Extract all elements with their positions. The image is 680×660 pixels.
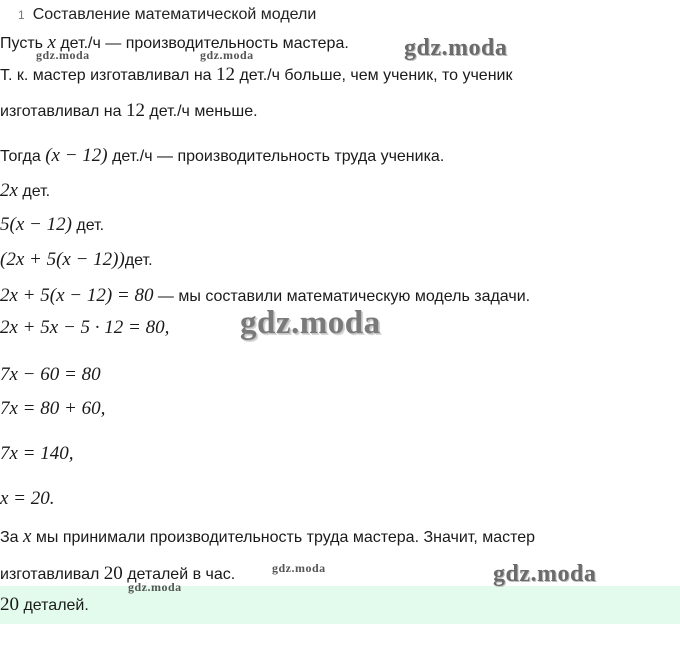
line-text: дет./ч меньше. xyxy=(144,103,258,120)
section-title: Составление математической модели xyxy=(32,6,317,23)
watermark: gdz.moda xyxy=(272,561,326,575)
answer-box xyxy=(0,586,680,624)
solution-line xyxy=(0,317,169,339)
line-text: изготавливал xyxy=(0,566,104,583)
math-expression: 20 xyxy=(0,594,19,615)
line-text: дет. xyxy=(17,183,51,200)
math-expression: 12 xyxy=(125,100,145,121)
section-number: 1 xyxy=(18,8,25,22)
math-expression: 5(x − 12) xyxy=(0,214,72,235)
watermark: gdz.moda xyxy=(200,48,254,62)
math-expression: 7x = 140, xyxy=(0,443,74,464)
solution-line xyxy=(0,100,258,122)
math-expression: 2x + 5(x − 12) = 80 xyxy=(0,285,154,306)
math-expression: 12 xyxy=(216,64,236,85)
line-text: дет./ч — производительность труда ученика. xyxy=(107,148,445,165)
watermark: gdz.moda xyxy=(493,561,597,587)
solution-line xyxy=(0,443,74,465)
math-expression: 2x xyxy=(0,180,18,201)
line-text: изготавливал на xyxy=(0,103,126,120)
solution-line xyxy=(0,563,235,585)
answer-line xyxy=(0,594,89,616)
solution-line xyxy=(0,214,104,236)
math-expression: 7x = 80 + 60, xyxy=(0,398,106,419)
line-text: дет./ч больше, чем ученик, то ученик xyxy=(235,67,513,84)
solution-line xyxy=(0,488,55,510)
math-expression: x xyxy=(23,526,32,547)
math-expression: x xyxy=(47,32,56,53)
solution-line xyxy=(0,145,444,167)
math-expression: 2x + 5x − 5 · 12 = 80, xyxy=(0,317,170,338)
math-expression: (x − 12) xyxy=(45,145,108,166)
math-expression: (2x + 5(x − 12)) xyxy=(0,249,125,270)
solution-line xyxy=(0,249,153,271)
line-text: дет. xyxy=(71,217,105,234)
watermark: gdz.moda xyxy=(128,580,182,594)
math-expression: 20 xyxy=(103,563,123,584)
watermark: gdz.moda xyxy=(404,35,508,61)
line-text: Тогда xyxy=(0,148,46,165)
line-text: деталей в час. xyxy=(122,566,236,583)
math-expression: x = 20. xyxy=(0,488,55,509)
watermark: gdz.moda xyxy=(36,48,90,62)
math-expression: 7x − 60 = 80 xyxy=(0,364,101,385)
line-text: дет./ч — производительность мастера. xyxy=(55,35,349,52)
line-text: Т. к. мастер изготавливал на xyxy=(0,67,217,84)
answer-text: деталей. xyxy=(19,597,89,614)
watermark: gdz.moda xyxy=(240,305,381,341)
line-text: Пусть xyxy=(0,35,48,52)
section-heading xyxy=(18,6,316,24)
solution-line xyxy=(0,526,535,548)
line-text: дет. xyxy=(124,252,153,269)
line-text: — мы составили математическую модель задачи. xyxy=(153,288,531,305)
solution-line xyxy=(0,364,101,386)
solution-line xyxy=(0,180,50,202)
solution-line xyxy=(0,398,105,420)
solution-line xyxy=(0,285,530,307)
solution-line xyxy=(0,64,512,86)
line-text: За xyxy=(0,529,24,546)
line-text: мы принимали производительность труда мастера. Значит, мастер xyxy=(31,529,536,546)
